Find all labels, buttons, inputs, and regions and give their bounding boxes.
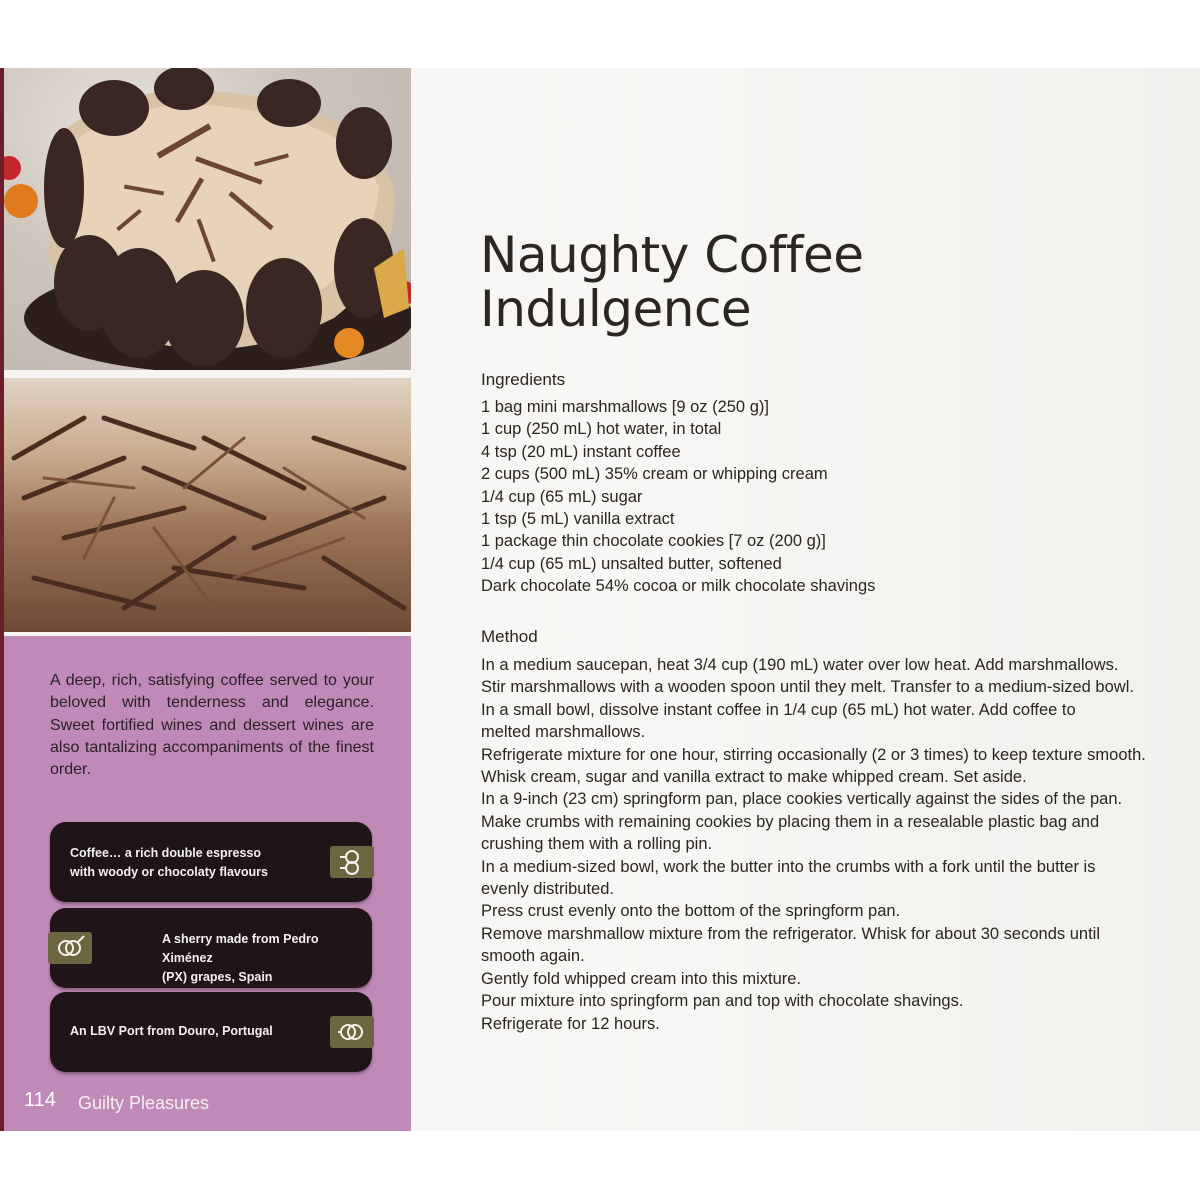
bottle-neck xyxy=(330,1016,374,1048)
recipe-title: Naughty Coffee Indulgence xyxy=(480,226,864,338)
ingredient-item: 1 cup (250 mL) hot water, in total xyxy=(481,420,722,439)
ingredients-list xyxy=(481,396,875,598)
gender-pair-icon xyxy=(54,934,86,962)
pairing-label: An LBV Port from Douro, Portugal xyxy=(70,1024,273,1038)
bottle-neck xyxy=(48,932,92,964)
pairing-label: A sherry made from Pedro Ximénez (PX) grapes, Spain xyxy=(162,932,319,984)
method-line: Stir marshmallows with a wooden spoon until they melt. Transfer to a medium-sized bowl. xyxy=(481,678,1134,697)
ingredient-item: 2 cups (500 mL) 35% cream or whipping cream xyxy=(481,465,828,484)
ingredient-item: 4 tsp (20 mL) instant coffee xyxy=(481,442,681,461)
gender-pair-icon xyxy=(336,848,368,876)
method-line: Gently fold whipped cream into this mixture. xyxy=(481,969,802,988)
method-line: crushing them with a rolling pin. xyxy=(481,835,713,854)
method-line: In a small bowl, dissolve instant coffee in 1/4 cup (65 mL) hot water. Add coffee to xyxy=(481,700,1076,719)
page-number: 114 xyxy=(24,1089,56,1111)
pairing-blurb: A deep, rich, satisfying coffee served to your beloved with tenderness and elegance. Sweet fortified wines and dessert wines are also tantalizing accompaniments of the finest order. xyxy=(50,672,374,779)
ingredient-item: 1/4 cup (65 mL) unsalted butter, softened xyxy=(481,554,782,573)
method-line: smooth again. xyxy=(481,947,585,966)
pairing-label: Coffee… a rich double espresso with woody or chocolaty flavours xyxy=(70,846,268,879)
cake-photo xyxy=(4,68,411,370)
method-line: Remove marshmallow mixture from the refrigerator. Whisk for about 30 seconds until xyxy=(481,924,1100,943)
method-line: evenly distributed. xyxy=(481,880,614,899)
ingredient-item: 1 tsp (5 mL) vanilla extract xyxy=(481,510,675,529)
pairing-bottle-port xyxy=(50,992,372,1072)
ingredient-item: 1/4 cup (65 mL) sugar xyxy=(481,487,643,506)
method-line: Press crust evenly onto the bottom of the springform pan. xyxy=(481,902,901,921)
ingredient-item: 1 package thin chocolate cookies [7 oz (200 g)] xyxy=(481,532,826,551)
chapter-title: Guilty Pleasures xyxy=(78,1093,210,1113)
pairing-bottle-sherry xyxy=(50,908,372,988)
pairing-bottle-coffee xyxy=(50,822,372,902)
method-list xyxy=(481,654,1146,1035)
method-line: In a medium saucepan, heat 3/4 cup (190 mL) water over low heat. Add marshmallows. xyxy=(481,656,1119,674)
method-line: Make crumbs with remaining cookies by placing them in a resealable plastic bag and xyxy=(481,812,1100,831)
ingredient-item: Dark chocolate 54% cocoa or milk chocolate shavings xyxy=(481,577,876,596)
shavings-illustration xyxy=(4,378,411,632)
method-line: In a medium-sized bowl, work the butter into the crumbs with a fork until the butter is xyxy=(481,857,1096,876)
gender-pair-icon xyxy=(336,1018,368,1046)
method-line: Refrigerate for 12 hours. xyxy=(481,1014,660,1033)
method-line: Pour mixture into springform pan and top with chocolate shavings. xyxy=(481,992,964,1011)
method-line: Refrigerate mixture for one hour, stirring occasionally (2 or 3 times) to keep texture smooth. xyxy=(481,745,1146,764)
method-line: Whisk cream, sugar and vanilla extract to make whipped cream. Set aside. xyxy=(481,768,1027,787)
chocolate-shavings-photo xyxy=(4,378,411,632)
method-line: In a 9-inch (23 cm) springform pan, place cookies vertically against the sides of the pan. xyxy=(481,790,1123,809)
ingredients-heading: Ingredients xyxy=(481,370,566,389)
method-line: melted marshmallows. xyxy=(481,723,646,742)
ingredient-item: 1 bag mini marshmallows [9 oz (250 g)] xyxy=(481,398,769,416)
cake-illustration xyxy=(4,68,411,370)
method-heading: Method xyxy=(481,627,538,646)
bottle-neck xyxy=(330,846,374,878)
